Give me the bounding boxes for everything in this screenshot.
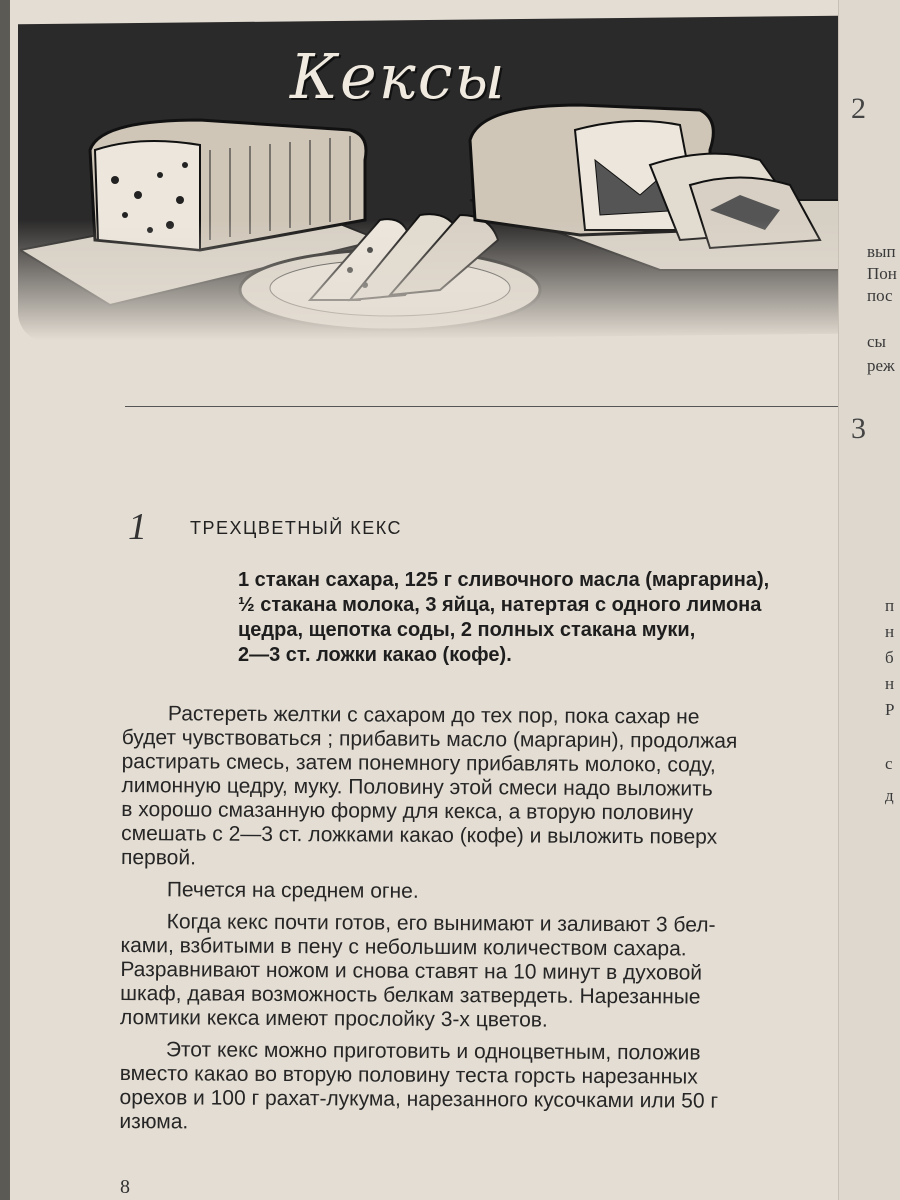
next-page-fragment: пос <box>867 286 893 305</box>
ingredients-line: 1 стакан сахара, 125 г сливочного масла (маргарина), <box>238 569 770 591</box>
text-line: вместо какао во вторую половину теста горсть нарезанных <box>119 1061 698 1089</box>
next-page-edge <box>838 0 900 1200</box>
paragraph-4 <box>119 1038 880 1139</box>
paragraph-1 <box>121 702 882 875</box>
ingredients-line: цедра, щепотка соды, 2 полных стакана муки, <box>238 619 696 641</box>
text-line: растирать смесь, затем понемногу прибавлять молоко, соду, <box>121 749 716 777</box>
next-page-fragment: реж <box>867 356 895 375</box>
next-page-fragment: Р <box>885 700 895 719</box>
next-page-fragment: д <box>885 786 894 805</box>
text-line: Печется на среднем огне. <box>166 878 419 903</box>
page-number: 8 <box>120 1176 130 1198</box>
text-line: ками, взбитыми в пену с небольшим количеством сахара. <box>120 933 687 961</box>
next-page-fragment: Пон <box>867 264 897 283</box>
next-page-fragment: п <box>885 596 895 615</box>
text-line: Растереть желтки с сахаром до тех пор, пока сахар не <box>167 702 700 729</box>
text-line: Этот кекс можно приготовить и одноцветным, положив <box>165 1038 701 1065</box>
text-line: первой. <box>120 845 197 870</box>
banner-fade <box>18 220 838 370</box>
text-line: ломтики кекса имеют прослойку 3-х цветов. <box>120 1005 548 1032</box>
next-page-fragment: н <box>885 622 895 641</box>
text-line: лимонную цедру, муку. Половину этой смеси надо выложить <box>121 773 713 801</box>
text-line: орехов и 100 г рахат-лукума, нарезанного кусочками или 50 г <box>119 1085 719 1113</box>
recipe-instructions <box>119 702 882 1147</box>
paragraph-2 <box>121 878 881 907</box>
text-line: шкаф, давая возможность белкам затвердеть. Нарезанные <box>120 981 701 1009</box>
next-page-fragment: сы <box>867 332 886 351</box>
next-page-fragment: б <box>885 648 894 667</box>
text-line: Разравнивают ножом и снова ставят на 10 минут в духовой <box>120 957 703 985</box>
book-page <box>10 0 890 1200</box>
text-line: будет чувствоваться ; прибавить масло (маргарин), продолжая <box>121 725 738 753</box>
next-page-fragment: вып <box>867 242 896 261</box>
divider-rule <box>125 406 865 407</box>
next-page-fragment: н <box>885 674 895 693</box>
ingredients-line: 2—3 ст. ложки какао (кофе). <box>238 644 512 666</box>
next-page-fragment: с <box>885 754 893 773</box>
next-page-recipe-number: 3 <box>851 412 866 445</box>
ingredients-list <box>238 568 878 668</box>
section-title: Кексы <box>290 40 507 113</box>
ingredients-line: ½ стакана молока, 3 яйца, натертая с одного лимона <box>238 594 762 616</box>
text-line: в хорошо смазанную форму для кекса, а вторую половину <box>121 797 694 825</box>
text-line: изюма. <box>119 1109 189 1134</box>
recipe-title: ТРЕХЦВЕТНЫЙ КЕКС <box>190 518 402 538</box>
next-page-recipe-number: 2 <box>851 92 866 125</box>
recipe-number: 1 <box>128 506 147 548</box>
paragraph-3 <box>120 910 881 1035</box>
text-line: смешать с 2—3 ст. ложками какао (кофе) и выложить поверх <box>121 821 718 849</box>
text-line: Когда кекс почти готов, его вынимают и заливают 3 бел- <box>166 910 716 937</box>
